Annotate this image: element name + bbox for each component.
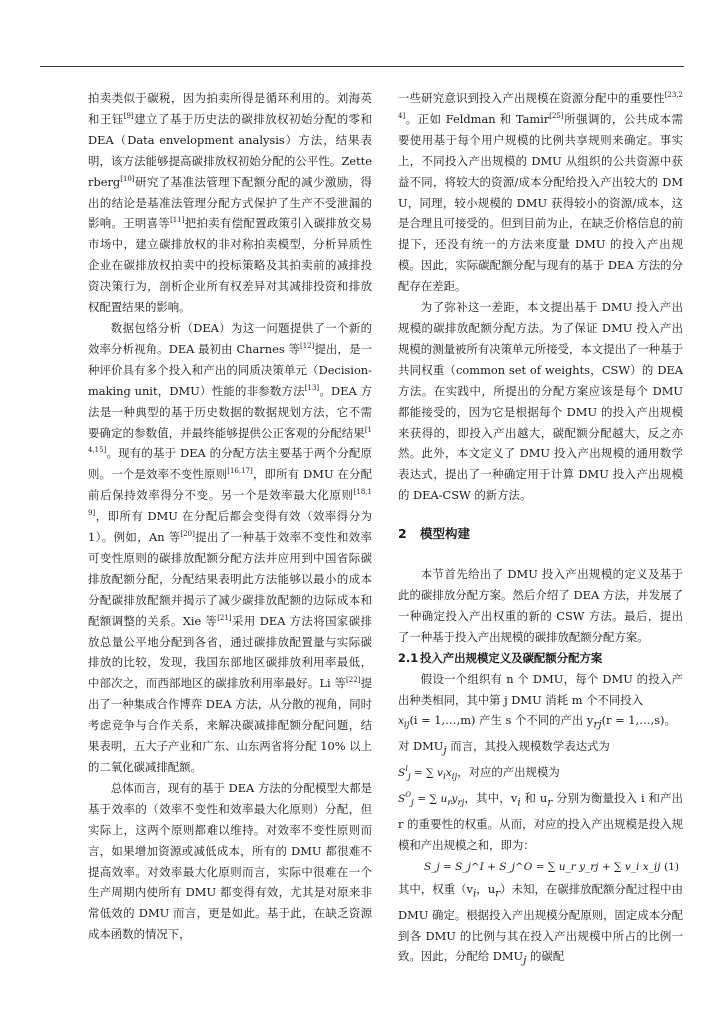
equation-1 [398, 855, 683, 879]
text-run: (i = 1,…,m) 产生 s 个不同的产出 y [409, 713, 594, 728]
math-sub: r [547, 795, 553, 808]
text-run: 提出，是一种评价具有多个投入和产出的同质决策单元（Decision-making unit，DMU）性能的非参数方法 [88, 341, 372, 398]
citation: [20] [180, 530, 195, 539]
text-run: 把拍卖有偿配置政策引入碳排放交易市场中，建立碳排放权的非对称拍卖模型，分析异质性企业在碳排放权拍卖中的投标策略及其拍卖前的减排投资决策行为，剖析企业所有权差异对其减排投资和排放权配置结果的影响。 [88, 216, 372, 315]
text-run: 和 u [520, 790, 548, 805]
math-sub: rj [593, 718, 602, 731]
text-run: 。正如 Feldman 和 Tamir [405, 111, 550, 126]
citation: [12] [299, 341, 315, 350]
text-run: ，即所有 DMU 在分配后都会变得有效（效率得分为 1）。例如，An 等 [88, 509, 372, 545]
header-rule [40, 66, 684, 67]
text-run: 一些研究意识到投入产出规模在资源分配中的重要性 [398, 91, 665, 105]
right-column [398, 88, 683, 972]
text-run: 。DEA 方法是一种典型的基于历史数据的数据规划方法，它不需要确定的参数值，并最终能够提供公正客观的分配结果 [88, 383, 372, 440]
citation: [23,24] [398, 91, 683, 120]
text-run: 提出了一种集成合作博弈 DEA 方法，从分散的视角，同时考虑竞争与合作关系，来解决碳减排配额分配问题，结果表明，五大子产业和广东、山东两省将分配 10% 以上的二氧化碳减排配额。 [88, 676, 372, 774]
section-title: 模型构建 [420, 526, 471, 542]
text-run: 采用 DEA 方法将国家碳排放总量公平地分配到各省，通过碳排放配置量与实际碳排放的比较，发现，我国东部地区碳排放利用率最低，中部次之，而西部地区的碳排放利用率最好。Li 等 [88, 613, 372, 691]
text-run: 提出了一种基于效率不变性和效率可变性原则的碳排放配额分配方法并应用到中国省际碳排放配额分配，分配结果表明此方法能够以最小的成本分配碳排放配额并揭示了减少碳排放配额的边际成本和配额调整的关系。Xie 等 [88, 530, 372, 628]
math-sub: i [517, 795, 521, 808]
text-run: 研究了基准法管理下配额分配的减少激励，得出的结论是基准法管理分配方式保护了生产不受泄漏的影响。王明喜等 [88, 174, 372, 231]
citation: [22] [346, 676, 361, 685]
equation-number: (1) [664, 861, 679, 874]
subsection-number: 2.1 [398, 650, 419, 665]
math-run: $x_{ij}$ [398, 715, 410, 731]
citation: [18,19] [88, 488, 372, 518]
text-run: ，即所有 DMU 在分配前后保持效率得分不变。另一个是效率最大化原则 [88, 467, 372, 503]
text-run: 数据包络分析（DEA）为这一问题提供了一个新的效率分析视角。DEA 最初由 Charnes 等 [88, 320, 372, 356]
text-run: 而言，其投入规模数学表达式为 [446, 739, 610, 754]
formula-output-scale: $S^O_j$ = ∑ $u_ry_{rj}$ [398, 790, 465, 808]
text-run: 建立了基于历史法的碳排放权初始分配的零和 DEA（Data envelopment analysis）方法，结果表明，该方法能够提高碳排放权初始分配的公平性。Zetterberg [88, 111, 372, 189]
text-run: 对 DMU [398, 739, 444, 754]
paragraph: 为了弥补这一差距，本文提出基于 DMU 投入产出规模的碳排放配额分配方法。为了保证 DMU 投入产出规模的测量被所有决策单元所接受，本文提出了一种基于共同权重（common set of weights，CSW）的 DEA 方法。在实践中，所提出的分配方案应该是每个 DMU 都能接受的，因为它是根据每个 DMU 的投入产出规模来获得的，即投入产出越大，碳配额分配越大，反之亦然。此外，本文定义了 DMU 投入产出规模的通用数学表达式，提出了一种确定用于计算 DMU 投入产出规模的 DEA-CSW 的新方法。 [398, 300, 683, 503]
math-sub: r [495, 887, 501, 900]
equation-body: S_j = S_j^I + S_j^O = ∑ u_r y_rj + ∑ v_i x_ij [424, 861, 661, 874]
text-run: 拍卖类似于碳税，因为拍卖所得是循环利用的。刘海英和王钰 [88, 91, 372, 126]
section-number: 2 [398, 526, 407, 542]
citation: [11] [170, 216, 185, 225]
section-heading [398, 524, 683, 544]
formula-input-scale: $S^I_j$ = ∑ $v_ix_{ij}$ [398, 764, 458, 782]
subsection-heading [398, 648, 683, 669]
paragraph [398, 88, 683, 297]
paragraph [88, 88, 372, 318]
math-sub: i [473, 887, 477, 900]
citation: [21] [217, 613, 232, 622]
text-run: 所强调的，公共成本需要使用基于每个用户规模的比例共享规则来确定。事实上，不同投入产出规模的 DMU 从组织的公共资源中获益不同，将较大的资源/成本分配给投入产出较大的 DMU，同理，较小规模的 DMU 获得较小的资源/成本，这是合理且可接受的。但到目前为止，在缺乏价格信息的前提下，还没有统一的方法来度量 DMU 的投入产出规模。因此，实际碳配额分配与现有的基于 DEA 方法的分配存在差距。 [398, 111, 683, 294]
citation: [13] [304, 383, 320, 392]
citation: [10] [120, 174, 135, 183]
text-run: 其中，权重（v [398, 882, 473, 897]
citation: [16,17] [227, 467, 253, 476]
text-run: 的碳配 [526, 949, 565, 964]
text-run: ）未知，在碳排放配额分配过程中由 DMU 确定。根据投入产出规模分配原则，固定成本分配到各 DMU 的比例与其在投入产出规模中所占的比例一致。因此，分配给 DMU [398, 882, 683, 964]
paragraph [398, 669, 683, 737]
subsection-title: 投入产出规模定义及碳配额分配方案 [420, 650, 603, 665]
paragraph: 总体而言，现有的基于 DEA 方法的分配模型大都是基于效率的（效率不变性和效率最大化原则）分配，但实际上，这两个原则都难以维持。对效率不变性原则而言，如果增加资源或减低成本，所有的 DMU 都很难不提高效率。对效率最大化原则而言，实际中很难在一个生产周期内使所有 DMU 都变得有效，尤其是对原来非常低效的 DMU 而言，更是如此。基于此，在缺乏资源成本函数的情况下， [88, 780, 372, 942]
paragraph: 本节首先给出了 DMU 投入产出规模的定义及基于此的碳排放分配方案。然后介绍了 DEA 方法，并发展了一种确定投入产出权重的新的 CSW 方法。最后，提出了一种基于投入产出规模的碳排放配额分配方案。 [398, 567, 683, 644]
paragraph [88, 318, 372, 778]
text-run: 。现有的基于 DEA 的分配方法主要基于两个分配原则。一个是效率不变性原则 [88, 446, 372, 482]
text-run: (r = 1,…,s)。 [601, 713, 676, 728]
citation: [14,15] [88, 425, 372, 455]
text-run: ，u [476, 882, 496, 897]
paragraph [398, 879, 683, 971]
paragraph [398, 736, 683, 855]
text-run: ，对应的产出规模为 [457, 764, 560, 779]
math-sub: j [443, 744, 447, 757]
math-sub: j [523, 954, 527, 967]
citation: [25] [549, 111, 564, 120]
text-run: ，其中，v [464, 790, 518, 805]
text-run: 假设一个组织有 n 个 DMU，每个 DMU 的投入产出种类相同，其中第 j DMU 消耗 m 个不同投入 [398, 671, 683, 707]
citation: [9] [123, 111, 134, 120]
text-run: 分别为衡量投入 i 和产出 r 的重要性的权重。从而，对应的投入产出规模是投入规模和产出规模之和，即为： [398, 790, 684, 852]
left-column [88, 88, 372, 945]
